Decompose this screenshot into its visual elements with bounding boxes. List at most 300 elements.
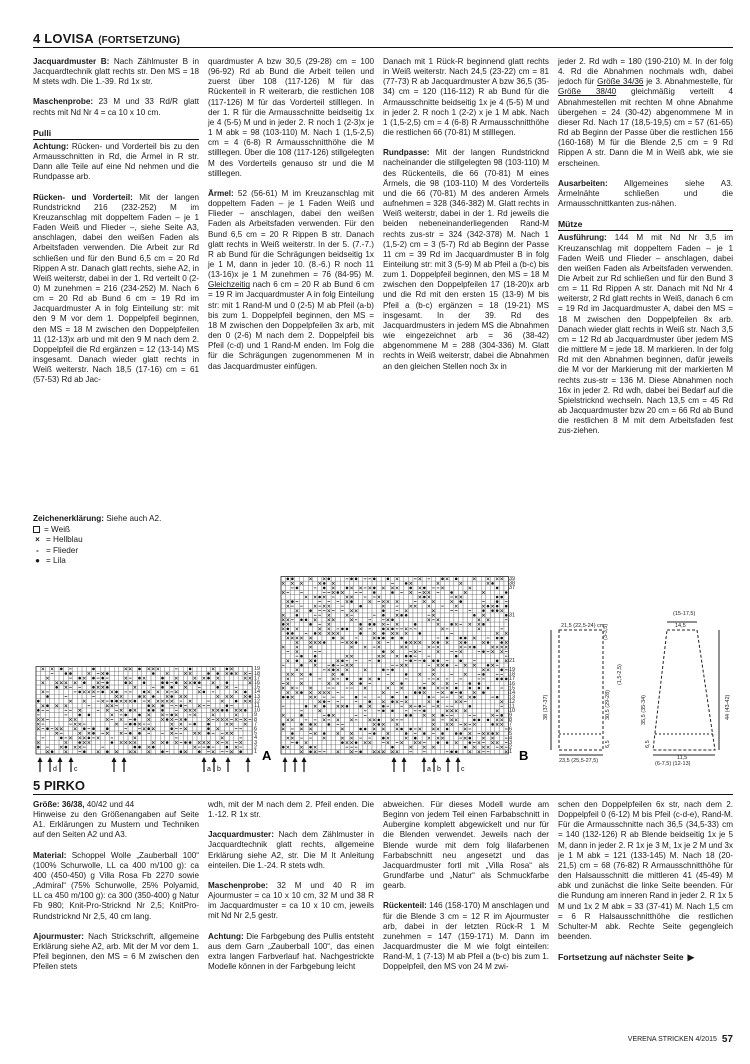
stitch-dot xyxy=(69,672,72,675)
stitch-dot xyxy=(161,704,164,707)
stitch-dot xyxy=(373,623,376,626)
stitch-dot xyxy=(138,695,141,698)
paragraph-text: je 3. Abnahmestelle, für xyxy=(643,77,733,87)
stitch-dot xyxy=(147,727,150,730)
arrow-label: b xyxy=(437,766,441,773)
stitch-dot xyxy=(423,587,426,590)
stitch-dot xyxy=(170,695,173,698)
stitch-dot xyxy=(138,668,141,671)
stitch-dot xyxy=(138,714,141,717)
paragraph-text: Nach Strickschrift, allgemeine Erklärung siehe A2, arb. Mit der M vor dem 1. Pfeil beginnen, den MS = 6 M zwischen den Pfeilen stets xyxy=(33,931,199,972)
stitch-dot xyxy=(65,746,68,749)
column-1 xyxy=(33,57,208,507)
row-label: 37 xyxy=(509,585,516,592)
stitch-dot xyxy=(482,650,485,653)
stitch-dot xyxy=(318,596,321,599)
chart-a-grid xyxy=(36,667,252,754)
stitch-dot xyxy=(189,741,192,744)
stitch-dot xyxy=(359,705,362,708)
stitch-dot xyxy=(291,578,294,581)
row-label: 4 xyxy=(509,735,513,742)
stitch-dot xyxy=(83,681,86,684)
stitch-dot xyxy=(287,696,290,699)
stitch-dot xyxy=(373,732,376,735)
page-number: 57 xyxy=(721,1034,733,1045)
arrow-label: a xyxy=(427,766,431,773)
stitch-dot xyxy=(106,686,109,689)
stitch-dot xyxy=(175,681,178,684)
stitch-dot xyxy=(409,587,412,590)
run-in-heading: Jacquardmuster B: xyxy=(33,57,110,66)
stitch-dot xyxy=(437,659,440,662)
stitch-dot xyxy=(491,609,494,612)
stitch-dot xyxy=(323,732,326,735)
pirko-columns xyxy=(33,800,733,1030)
row-label: 18 xyxy=(509,671,516,678)
paragraph xyxy=(208,57,374,179)
stitch-dot xyxy=(378,723,381,726)
chart-b-row-labels xyxy=(509,576,515,755)
stitch-dot xyxy=(473,696,476,699)
row-label: 38 xyxy=(509,580,516,587)
stitch-dot xyxy=(478,687,481,690)
stitch-dot xyxy=(400,614,403,617)
stitch-dot xyxy=(409,655,412,658)
triangle-right-icon: ▶ xyxy=(687,952,695,963)
stitch-dot xyxy=(455,687,458,690)
stitch-dot xyxy=(437,700,440,703)
stitch-dot xyxy=(207,672,210,675)
stitch-dot xyxy=(106,727,109,730)
stitch-dot xyxy=(239,750,242,753)
stitch-dot xyxy=(143,691,146,694)
stitch-dot xyxy=(37,700,40,703)
stitch-dot xyxy=(382,614,385,617)
stitch-dot xyxy=(300,664,303,667)
paragraph-text: 146 (158-170) M anschlagen und für die Blende 3 cm = 12 R im Ajourmuster arb, dabei in der letzten Rück-R 1 M zunehmen = 147 (159-171) M. Dann im Jacquardmuster die M wie folgt einteilen: Rand-M, 1 (7-13) M ab Pfeil a (b-c) bis zum 1. Doppelpfeil, den MS von 24 M zwi- xyxy=(383,901,549,972)
stitch-dot xyxy=(400,728,403,731)
stitch-dot xyxy=(296,659,299,662)
stitch-dot xyxy=(328,723,331,726)
stitch-dot xyxy=(296,587,299,590)
column-3 xyxy=(383,57,558,507)
row-label: 10 xyxy=(509,708,516,715)
stitch-dot xyxy=(350,578,353,581)
stitch-dot xyxy=(359,623,362,626)
stitch-dot xyxy=(391,696,394,699)
stitch-dot xyxy=(78,691,81,694)
dim-label: 35,5 (35-34) xyxy=(641,695,647,725)
stitch-dot xyxy=(446,728,449,731)
stitch-dot xyxy=(300,619,303,622)
stitch-dot xyxy=(500,641,503,644)
row-label: 12 xyxy=(254,698,261,705)
run-in-heading: Ajourmuster: xyxy=(33,931,85,941)
stitch-dot xyxy=(455,732,458,735)
stitch-dot xyxy=(203,691,206,694)
stitch-dot xyxy=(323,700,326,703)
sleeve-outline xyxy=(653,630,715,750)
run-in-heading: Achtung: xyxy=(208,931,244,941)
stitch-dot xyxy=(305,619,308,622)
stitch-dot xyxy=(364,728,367,731)
stitch-dot xyxy=(323,587,326,590)
paragraph xyxy=(383,148,549,371)
stitch-dot xyxy=(500,678,503,681)
stitch-dot xyxy=(423,659,426,662)
stitch-dot xyxy=(88,714,91,717)
paragraph xyxy=(208,189,374,372)
stitch-dot xyxy=(505,614,508,617)
stitch-dot xyxy=(450,750,453,753)
stitch-dot xyxy=(226,668,229,671)
paragraph xyxy=(208,830,374,871)
paragraph-text: nach 6 cm = 20 R ab Bund 6 cm = 19 R im Jacquardmuster A in folg Einteilung str: mit 1 Rand-M und 0 (2-5) M ab Pfeil (a-b) bis zum 1. Doppelpfeil beginnen, den MS = 18 M zwischen den Doppelpfeilen 3x arb, mit den 0 (2-6) M nach dem 2. Doppelpfeil bis Pfeil (c-d) und 1 Rand-M enden. Im Folg die für die Schrägungen zugenommenen M in das Jacquardmuster einfügen. xyxy=(208,280,374,371)
stitch-dot xyxy=(355,696,358,699)
stitch-dot xyxy=(291,732,294,735)
stitch-dot xyxy=(496,609,499,612)
stitch-dot xyxy=(207,723,210,726)
row-label: 15 xyxy=(254,684,261,691)
stitch-dot xyxy=(405,641,408,644)
pirko-column-2 xyxy=(208,800,383,1030)
chart-b-arrows xyxy=(283,757,466,773)
legend-label: = Flieder xyxy=(46,545,79,555)
stitch-dot xyxy=(143,681,146,684)
arrow-head-icon xyxy=(69,757,74,762)
stitch-dot xyxy=(166,718,169,721)
stitch-dot xyxy=(161,677,164,680)
arrow-head-icon xyxy=(422,757,427,762)
stitch-dot xyxy=(491,582,494,585)
stitch-dot xyxy=(446,664,449,667)
stitch-dot xyxy=(314,659,317,662)
row-label: 14 xyxy=(254,689,261,696)
stitch-dot xyxy=(496,637,499,640)
dim-label: 23,5 (25,5-27,5) xyxy=(559,758,599,764)
row-label: 31 xyxy=(509,612,516,619)
stitch-dot xyxy=(441,578,444,581)
stitch-dot xyxy=(60,737,63,740)
stitch-dot xyxy=(437,641,440,644)
paragraph xyxy=(558,57,733,169)
stitch-dot xyxy=(469,741,472,744)
stitch-dot xyxy=(180,750,183,753)
paragraph xyxy=(558,179,733,209)
arrow-head-icon xyxy=(212,757,217,762)
dim-label: 44 (43-42) xyxy=(725,694,731,720)
stitch-dot xyxy=(469,705,472,708)
underlined-text: Gleichzeitig xyxy=(208,280,250,290)
dim-label: 38 (37-37) xyxy=(543,694,549,720)
paragraph-text: Mit der langen Rundstricknd 216 (232-252) M im Kreuzanschlag mit doppeltem Faden – je 1 Faden Weiß und Flieder –, siehe Seite A3, anschlagen, dabei den weißen Faden als Arbeitsfaden verwenden. Die Arbeit zur Rd schließen und für den Bund 6,5 cm = 20 Rd Rippen A str. Danach glatt rechts, siehe A2, in Weiß weiterstr, dabei in der 1. Rd verteilt 0 (2-0) M zunehmen = 216 (234-252) M. Nach 6 cm = 20 Rd ab Bund 6 cm = 19 Rd im Jacquardmuster A in folg Einteilung str: mit den 9 M vor dem 1. Doppelpfeil beginnen, den MS = 18 M zwischen den Doppelpfeilen 11 (12-13)x arb und mit den 9 M nach dem 2. Doppelpfeil die Rd ergänzen = 12 (13-14) MS insgesamt. Danach wieder glatt rechts in Weiß weiterstr. Nach 18,5 (17-16) cm = 61 (57-53) Rd ab Jac- xyxy=(33,192,199,385)
paragraph xyxy=(33,851,199,922)
paragraph-text: Schoppel Wolle „Zauberball 100“ (100% Schurwolle, LL ca 400 m/100 g): ca 400 (450-450) g Villa Rosa Fb 2270 sowie „Admiral“ (75% Schurwolle, 25% Polyamid, LL ca 450 m/100 g): ca 300 (350-400) g Natur Fb 980; Knit-Pro-Stricknd Nr 2,5; KnitPro-Rundstricknd Nr 2,5, 40 cm lang. xyxy=(33,850,199,921)
stitch-dot xyxy=(226,709,229,712)
section-2-title: 5 PIRKO xyxy=(33,778,86,793)
stitch-dot xyxy=(419,705,422,708)
row-label: 10 xyxy=(254,707,261,714)
stitch-dot xyxy=(469,687,472,690)
stitch-dot xyxy=(161,686,164,689)
dim-label: 30,5 (29-28) xyxy=(605,690,611,720)
stitch-dot xyxy=(378,678,381,681)
row-label: 6 xyxy=(509,726,513,733)
row-label: 19 xyxy=(254,666,261,673)
stitch-dot xyxy=(282,696,285,699)
stitch-dot xyxy=(332,637,335,640)
row-label: 8 xyxy=(509,717,513,724)
stitch-dot xyxy=(459,659,462,662)
row-label: 4 xyxy=(254,735,258,742)
paragraph-text: Mit der langen Rundstricknd nacheinander die stillgelegten 98 (103-110) M des Rückenteils, die 66 (70-81) M eines Ärmels, die 98 (103-110) M des Vorderteils und die 66 (70-81) M des anderen Ärmels aufnehmen = 328 (346-382) M. Glatt rechts in Weiß weiterstr, dabei in der 1. Rd jeweils die beiden nebeneinanderliegenden Rand-M rechts zus-str = 324 (342-378) M. Nach 1 (1,5-2) cm = 3 (5-7) Rd ab Beginn der Passe 11 cm = 39 Rd im Jacquardmuster B in folg Einteilung str: mit 3 (5-9) M ab Pfeil a (b-c) bis zum 1. Doppelpfeil beginnen, den MS = 18 M zwischen den Doppelpfeilen 17 (18-20)x arb und die Rd mit den ersten 15 (13-9) M bis Pfeil a (b-c) ergänzen = 18 (19-21) MS insgesamt. In der 39. Rd des Jacquardmusters in jedem MS die Abnahmen wie eingezeichnet arb = 36 (38-42) abgenommene M = 288 (304-336) M. Glatt rechts in Weiß weiterstr, dabei die Abnahmen an den gleichen Stellen noch 3x in xyxy=(383,148,549,371)
stitch-dot xyxy=(405,582,408,585)
stitch-dot xyxy=(83,727,86,730)
stitch-dot xyxy=(37,746,40,749)
stitch-dot xyxy=(482,623,485,626)
stitch-dot xyxy=(46,727,49,730)
stitch-dot xyxy=(382,710,385,713)
stitch-dot xyxy=(129,709,132,712)
stitch-dot xyxy=(496,600,499,603)
legend-label: = Weiß xyxy=(44,524,71,534)
stitch-dot xyxy=(88,737,91,740)
stitch-dot xyxy=(138,677,141,680)
dot-icon: ● xyxy=(35,556,40,565)
stitch-dot xyxy=(134,746,137,749)
paragraph xyxy=(33,800,199,841)
stitch-dot xyxy=(487,687,490,690)
stitch-dot xyxy=(184,741,187,744)
paragraph xyxy=(33,97,199,117)
stitch-dot xyxy=(496,587,499,590)
run-in-heading: Jacquardmuster: xyxy=(208,830,274,840)
row-label: 8 xyxy=(254,716,258,723)
stitch-dot xyxy=(221,709,224,712)
stitch-dot xyxy=(478,682,481,685)
stitch-dot xyxy=(450,623,453,626)
stitch-dot xyxy=(382,650,385,653)
stitch-dot xyxy=(409,659,412,662)
chart-a-row-labels xyxy=(254,666,260,755)
stitch-dot xyxy=(309,673,312,676)
stitch-dot xyxy=(355,741,358,744)
stitch-dot xyxy=(92,732,95,735)
dim-label: (3-3,5) xyxy=(603,623,609,640)
stitch-dot xyxy=(368,700,371,703)
stitch-dot xyxy=(300,714,303,717)
stitch-dot xyxy=(78,677,81,680)
stitch-dot xyxy=(46,704,49,707)
arrow-head-icon xyxy=(112,757,117,762)
stitch-dot xyxy=(134,723,137,726)
stitch-dot xyxy=(216,686,219,689)
stitch-dot xyxy=(51,750,54,753)
legend-title-bold: Zeichenerklärung: xyxy=(33,514,104,523)
arrow-head-icon xyxy=(293,757,298,762)
stitch-dot xyxy=(500,637,503,640)
stitch-dot xyxy=(482,609,485,612)
stitch-dot xyxy=(373,587,376,590)
stitch-dot xyxy=(359,632,362,635)
section-title: 4 LOVISA xyxy=(33,31,94,46)
underlined-text: Größe 34/36 xyxy=(597,77,644,87)
stitch-dot xyxy=(300,691,303,694)
page-footer xyxy=(628,1034,733,1045)
stitch-dot xyxy=(134,718,137,721)
stitch-dot xyxy=(382,609,385,612)
continue-link[interactable] xyxy=(558,952,733,962)
paragraph-text: Danach mit 1 Rück-R beginnend glatt rechts in Weiß weiterstr. Nach 24,5 (23-22) cm = 81 (77-73) R ab Jacquardmuster A bzw 36,5 (35-34) cm = 120 (116-112) R ab Bund für die Armausschnitte beidseitig 1x je 4 (5-5) M und in jeder 2. R noch 1 (2-2) x je 1 M abk. Nach 1 (1,5-2,5) cm = 4 (6-8) R Armausschnitthöhe die restlichen 66 (70-81) M stilllegen. xyxy=(383,57,549,138)
row-label: 13 xyxy=(254,693,261,700)
legend-title-text: Siehe auch A2. xyxy=(103,514,162,523)
stitch-dot xyxy=(198,681,201,684)
run-in-heading: Achtung: xyxy=(33,141,69,151)
dim-label: 21,5 (22,5-24) cm xyxy=(561,623,605,629)
stitch-dot xyxy=(115,691,118,694)
paragraph-text: Rücken- und Vorderteil bis zu den Armausschnitten in Rd, die Ärmel in R str. Dann alle Teile auf eine Nd nehmen und die Rundpasse arb. xyxy=(33,141,199,182)
arrow-label: c xyxy=(74,766,78,773)
paragraph xyxy=(33,142,199,183)
stitch-dot xyxy=(391,619,394,622)
stitch-dot xyxy=(147,704,150,707)
stitch-dot xyxy=(382,669,385,672)
stitch-dot xyxy=(382,637,385,640)
stitch-dot xyxy=(419,691,422,694)
paragraph-text: 52 (56-61) M im Kreuzanschlag mit doppeltem Faden – je 1 Faden Weiß und Flieder – anschlagen, dabei den weißen Faden als Arbeitsfaden verwenden. Für den Bund 6,5 cm = 20 R Rippen B str. Danach glatt rechts in Weiß weiterstr. In der 5. (7.-7.) R ab Bund für die Schrägungen beidseitig 1x je 1 M, dann in jeder 10. (8.-6.) R noch 11 (13-16)x je 1 M zunehmen = 76 (84-95) M. xyxy=(208,188,374,280)
arrow-label: b xyxy=(217,766,221,773)
arrow-head-icon xyxy=(302,757,307,762)
chart-b-grid xyxy=(281,577,509,754)
row-label: 2 xyxy=(254,744,258,751)
paragraph xyxy=(558,233,733,436)
stitch-dot xyxy=(106,672,109,675)
run-in-heading: Ärmel: xyxy=(208,188,234,198)
stitch-dot xyxy=(180,704,183,707)
chart-a-label: A xyxy=(262,748,272,763)
arrow-head-icon xyxy=(48,757,53,762)
stitch-dot xyxy=(464,641,467,644)
stitch-dot xyxy=(464,746,467,749)
stitch-dot xyxy=(83,750,86,753)
stitch-dot xyxy=(305,705,308,708)
paragraph-text: wdh, mit der M nach dem 2. Pfeil enden. Die 1.-12. R 1x str. xyxy=(208,800,374,820)
paragraph-text: Allgemeines siehe A3. Ärmelnähte schließen und die Armausschnittkanten zus-nähen. xyxy=(558,178,733,209)
stitch-dot xyxy=(92,677,95,680)
stitch-dot xyxy=(441,714,444,717)
stitch-dot xyxy=(400,682,403,685)
stitch-dot xyxy=(170,714,173,717)
paragraph xyxy=(208,881,374,922)
stitch-dot xyxy=(207,732,210,735)
stitch-dot xyxy=(332,669,335,672)
stitch-dot xyxy=(496,596,499,599)
stitch-dot xyxy=(491,732,494,735)
stitch-dot xyxy=(455,655,458,658)
pirko-column-3 xyxy=(383,800,558,1030)
stitch-dot xyxy=(500,669,503,672)
arrow-head-icon xyxy=(456,757,461,762)
stitch-dot xyxy=(405,614,408,617)
stitch-dot xyxy=(282,623,285,626)
stitch-dot xyxy=(391,746,394,749)
row-label: 7 xyxy=(254,721,258,728)
paragraph-text: abweichen. Für dieses Modell wurde am Beginn von jedem Teil einen Farbabschnitt in Aubergine komplett abgewickelt und nur für die Blenden verwendet. Jeweils nach der Blende wurde mit dem folg lilafarbenen Farbabschnitt neu angesetzt und das Jacquardmuster fortl mit „Villa Rosa“ als Grundfarbe und „Natur“ als Schmuckfarbe gearb. xyxy=(383,800,549,891)
row-label: 7 xyxy=(509,721,513,728)
arrow-head-icon xyxy=(246,757,251,762)
paragraph xyxy=(33,193,199,386)
stitch-dot xyxy=(346,628,349,631)
stitch-dot xyxy=(170,727,173,730)
stitch-dot xyxy=(359,728,362,731)
stitch-dot xyxy=(166,741,169,744)
paragraph-text: Hinweise zu den Größenangaben auf Seite A1. Erklärungen zu Mustern und Techniken auf den Seiten A2 und A3. xyxy=(33,810,199,840)
stitch-dot xyxy=(138,732,141,735)
stitch-dot xyxy=(373,578,376,581)
stitch-dot xyxy=(346,705,349,708)
stitch-dot xyxy=(459,637,462,640)
stitch-dot xyxy=(166,681,169,684)
run-in-heading: Material: xyxy=(33,850,67,860)
paragraph xyxy=(383,901,549,972)
row-label: 14 xyxy=(509,689,516,696)
stitch-dot xyxy=(359,678,362,681)
stitch-dot xyxy=(423,687,426,690)
stitch-dot xyxy=(78,714,81,717)
stitch-dot xyxy=(323,641,326,644)
stitch-dot xyxy=(419,632,422,635)
stitch-dot xyxy=(37,709,40,712)
row-label: 1 xyxy=(509,749,513,755)
stitch-dot xyxy=(341,628,344,631)
section-header xyxy=(33,30,733,48)
pirko-column-4 xyxy=(558,800,733,1030)
dim-label: 6,5 xyxy=(605,740,611,748)
stitch-dot xyxy=(152,746,155,749)
stitch-dot xyxy=(496,659,499,662)
run-in-heading: Maschenprobe: xyxy=(208,880,269,890)
run-in-heading: Maschenprobe: xyxy=(33,97,94,107)
paragraph-text: jeder 2. Rd wdh = 180 (190-210) M. In der folg 4. Rd die Abnahmen nochmals wdh, dabei jedoch für xyxy=(558,57,733,87)
arrow-head-icon xyxy=(402,757,407,762)
stitch-dot xyxy=(405,714,408,717)
row-label: 15 xyxy=(509,685,516,692)
row-label: 16 xyxy=(254,680,261,686)
stitch-dot xyxy=(478,719,481,722)
run-in-heading: Ausführung: xyxy=(558,233,607,243)
stitch-dot xyxy=(500,596,503,599)
stitch-dot xyxy=(101,677,104,680)
stitch-dot xyxy=(55,686,58,689)
stitch-dot xyxy=(359,750,362,753)
stitch-dot xyxy=(382,705,385,708)
stitch-dot xyxy=(46,695,49,698)
stitch-dot xyxy=(446,637,449,640)
paragraph-text: 40/42 und 44 xyxy=(84,800,135,809)
stitch-dot xyxy=(161,681,164,684)
continue-text: Fortsetzung auf nächster Seite xyxy=(558,952,684,963)
stitch-dot xyxy=(469,682,472,685)
stitch-dot xyxy=(496,678,499,681)
legend-label: = Lila xyxy=(46,556,66,565)
stitch-dot xyxy=(482,691,485,694)
paragraph-text: quardmuster A bzw 30,5 (29-28) cm = 100 (96-92) Rd ab Bund die Arbeit teilen und zuerst über 108 (117-126) M für das Rückenteil in R weiterarb, die restlichen 108 (117-126) M für das Vorderteil stilllegen. In der 1. R für die Armausschnitte beidseitig 1x je 4 (5-5) M und in jeder 2. R noch 1 (2-3)x je 1 M abk = 98 (103-110) M. Nach 1 (1,5-2,5) cm = 4 (6-8) R Armausschnitthöhe die M stilllegen. Über die 108 (117-126) stillgelegten M des Vorderteils genauso str und die M stilllegen. xyxy=(208,57,374,178)
stitch-dot xyxy=(355,578,358,581)
legend-label: = Hellblau xyxy=(46,535,83,544)
stitch-dot xyxy=(287,578,290,581)
arrow-head-icon xyxy=(38,757,43,762)
cross-icon: × xyxy=(35,535,40,544)
